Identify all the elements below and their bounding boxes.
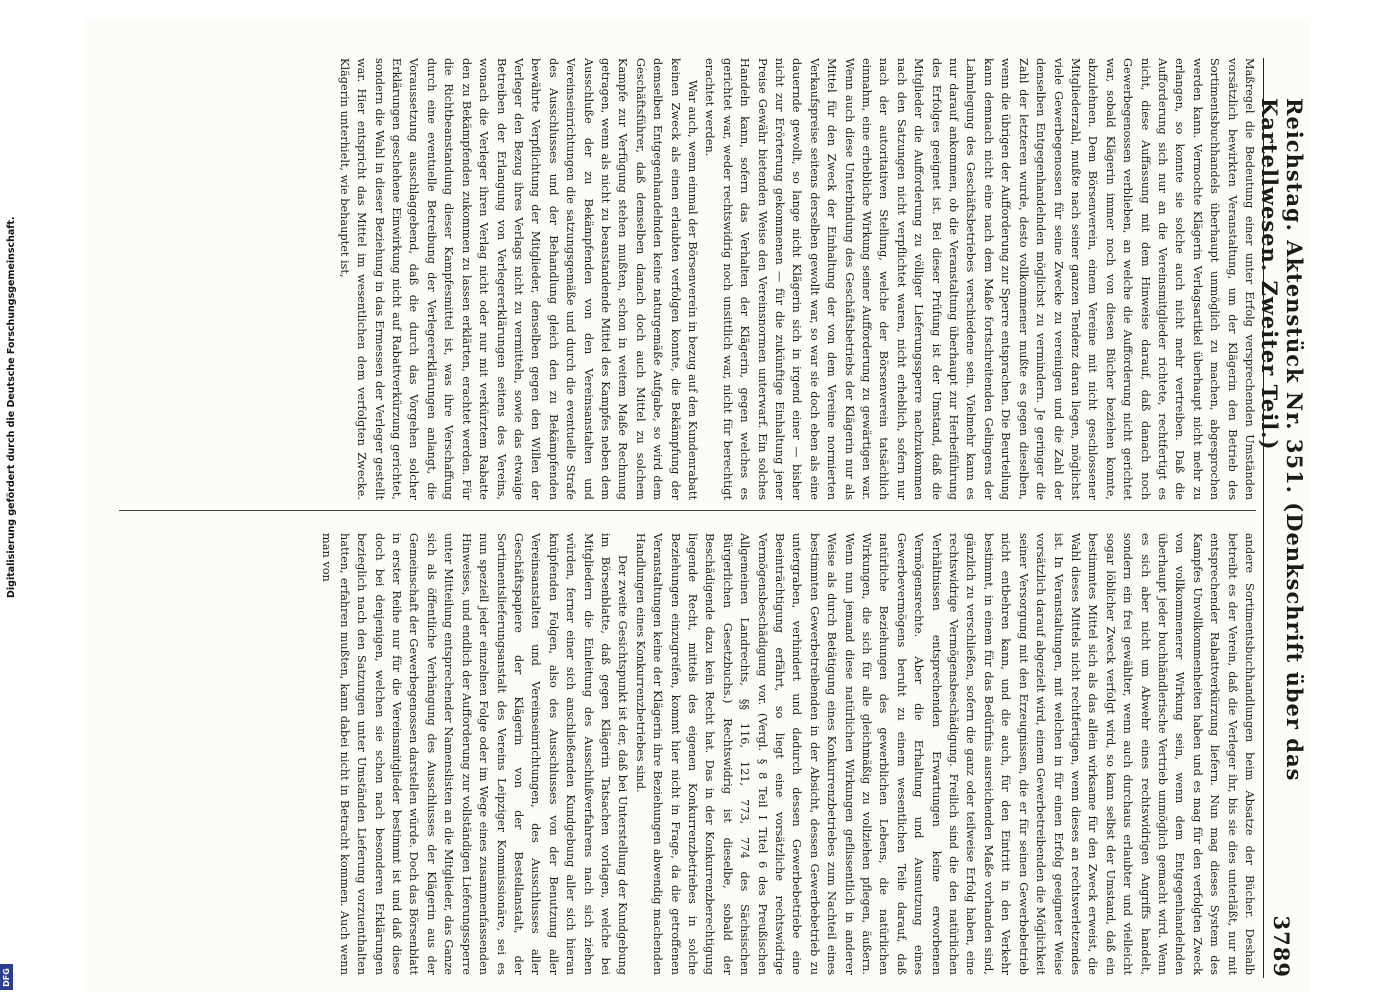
dfg-logo (0, 964, 13, 990)
page-number: 3789 (1269, 915, 1295, 978)
running-title: Reichstag. Aktenstück Nr. 351. (Denkschrift über das Kartellwesen. Zweiter Teil.) (1257, 98, 1307, 782)
page-header (1257, 58, 1307, 978)
right-paragraph-2: Der zweite Gesichtspunkt ist der, daß bei Unterstellung der Kundgebung im Börsenblatte, daß gegen Klägerin Tatsachen vorlagen, welche bei Mitgliedern die Einleitung des Ausschlußverfahrens nach sich ziehen würden, ferner einer sich anschließenden Kundgebung aller sich hieran knüpfenden Folgen, also des Ausschlusses von der Benutzung aller Vereinsanstalten und Vereinseinrichtungen, des Ausschlusses aller Geschäftspapiere der Klägerin von der Bestellanstalt, der Sortimentslieferungsanstalt des Vereins Leipziger Kommissionäre, sei es nun speziell jeder einzelnen Folge oder im Wege eines zusammenfassenden Hinweises, und endlich der Aufforderung zur vollständigen Lieferungssperre unter Mitteilung entsprechender Namenslisten an die Mitglieder, das Ganze sich als öffentliche Verhängung des Ausschlusses der Klägerin aus der Gemeinschaft der Gewerbegenossen darstellen würde. Doch das Börsenblatt in erster Reihe nur für die Vereinsmitglieder bestimmt ist und daß diese doch bei denjenigen, welchen sie schon nach besonderen Erklärungen bezieglich nach den Satzungen unter Umständen Lieferung vorzuenthalten hatten, erfahren mußten, kann dabei nicht in Betracht kommen. Auch wenn man von (320, 533, 630, 975)
right-column (115, 533, 1258, 975)
left-paragraph-1: Maßregel die Bedeutung einer unter Erfolg versprechenden Umständen vorsätzlich bewirkten Veranstaltung, um der Klägerin den Betrieb des Sortimentsbuchhandels überhaupt unmöglich zu machen, abgesprochen werden kann. Vermochte Klägerin Verlagsartikel überhaupt nicht mehr zu erlangen, so konnte sie solche auch nicht mehr vertreiben. Daß die Aufforderung sich nur an die Vereinsmitglieder richtete, rechtfertigt es nicht, diese Auffassung mit dem Hinweise darauf, daß danach noch Gewerbegenossen verblieben, an welche die Aufforderung nicht gerichtet war, sobald Klägerin immer noch von diesen Bücher beziehen konnte, abzulehnen. Dem Börsenverein, einem Vereine mit nicht geschlossener Mitgliederzahl, mußte nach seiner ganzen Tendenz daran liegen, möglichst viele Gewerbegenossen für seine Zwecke zu vereinigen und die Zahl der denselben Entgegenhandelnden möglichst zu vermindern. Je geringer die Zahl der letzteren wurde, desto vollkommener mußte es gegen dieselben, wenn die übrigen der Aufforderung zur Sperre entsprachen. Die Beurteilung kann demnach nicht eine nach dem Maße fortschreitenden Gelingens der Lahmlegung des Geschäftsbetriebes verschiedene sein. Vielmehr kann es nur darauf ankommen, ob die Veranstaltung überhaupt zur Herbeiführung des Erfolges geeignet ist. Bei dieser Prüfung ist der Umstand, daß die Mitglieder die Aufforderung zu völliger Lieferungssperre nachzukommen nach den Satzungen nicht verpflichtet waren, nicht erheblich, sofern nur nach der autoritativen Stellung, welche der Börsenverein tatsächlich einnahm, eine erhebliche Wirkung seiner Aufforderung zu gewärtigen war. Wenn auch diese Unterbindung des Geschäftsbetriebs der Klägerin nur als Mittel für den Zweck der Einhaltung der von dem Vereine normierten Verkaufspreise seitens derselben gewollt war, so war sie doch eben als eine dauernde gewollt, so lange nicht Klägerin sich in irgend einer — bisher nicht zur Erörterung gekommenen — für die zukünftige Einhaltung jener Preise Gewähr bietenden Weise den Vereinsnormen unterwarf. Ein solches Handeln kann, sofern das Verhalten der Klägerin, gegen welches es gerichtet war, weder rechtswidrig noch unsittlich war, nicht für berechtigt erachtet werden. (703, 58, 1256, 500)
left-column (115, 58, 1258, 500)
column-divider (119, 510, 1256, 511)
digitization-credit: Digitalisierung gefördert durch die Deutsche Forschungsgemeinschaft. (6, 216, 17, 598)
rotated-page (85, 18, 1310, 993)
dfg-logo-text: DFG (2, 967, 12, 987)
right-paragraph-1: andere Sortimentsbuchhandlungen beim Absatze der Bücher. Deshalb betreibt es der Verein, daß die Verleger ihr, bis sie dies unterläßt, nur mit entsprechender Rabattverkürzung liefern. Nun mag dieses System des Kampfes Unvollkommenheiten haben und es mag für den verfolgten Zweck von vollkommenerer Wirkung sein, wenn dem Entgegenhandelnden überhaupt jeder buchhändlerische Vertrieb unmöglich gemacht wird. Wenn es sich aber nicht um Abwehr eines rechtswidrigen Angriffs handelt, sondern ein frei gewählter, wenn auch durchaus erlaubter und vielleicht sogar löblicher Zweck verfolgt wird, so kann selbst der Umstand, daß ein bestimmtes Mittel sich als das allein wirksame für den Zweck erweist, die Wahl dieses Mittels nicht rechtfertigen, wenn dieses an rechtsverletzendes ist. In Veranstaltungen, mit welchen in für einen Erfolg geeigneter Weise vorsätzlich darauf abgezielt wird, einem Gewerbetreibenden die Möglichkeit seiner Versorgung mit den Erzeugnissen, die er für seinen Gewerbebetrieb nicht entbehren kann, und die auch, für den Eintritt in den Verkehr bestimmt, in einem für das Bedürfnis ausreichenden Maße vorhanden sind, gänzlich zu verschließen, sofern die ganz oder teilweise Erfolg haben, eine rechtswidrige Vermögensbeschädigung. Freilich sind die den natürlichen Verhältnissen entsprechenden Erwartungen keine erworbenen Vermögensrechte. Aber die Erhaltung und Ausnutzung eines Gewerbevermögens beruht zu einem wesentlichen Teile darauf, daß natürliche Beziehungen des gewerblichen Lebens, die natürlichen Wirkungen, die sich für alle gleichmäßig zu vollziehen pflegen, äußern. Wenn nun jemand diese natürlichen Wirkungen geflissentlich in anderer Weise als durch Betätigung eines Konkurrenzbetriebes zum Nachteil eines bestimmten Gewerbetreibenden in der Absicht, dessen Gewerbebetrieb zu untergraben, verhindert und dadurch dessen Gewerbebetriebe eine Beeinträchtigung erfährt, so liegt eine vorsätzliche rechtswidrige Vermögensbeschädigung vor. (Vergl. § 8 Teil I Titel 6 des Preußischen Allgemeinen Landrechts, §§ 116, 121, 773, 774 des Sächsischen Bürgerlichen Gesetzbuchs.) Rechtswidrig ist dieselbe, sobald der Beschädigende dazu kein Recht hat. Das in der Konkurrenzberechtigung liegende Recht, mittels des eigenen Konkurrenzbetriebes in solche Beziehungen einzugreifen, kommt hier nicht in Frage, da die getroffenen Veranstaltungen keine der Klägerin ihre Beziehungen abwendig machenden Handlungen eines Konkurrenzbetriebes sind. (633, 533, 1256, 975)
left-paragraph-2: War auch, wenn einmal der Börsenverein in bezug auf den Kundenrabatt keinen Zweck als einen erlaubten verfolgen konnte, die Bekämpfung der demselben Entgegenhandelnden keine naturgemäße Aufgabe, so wird dem Geschäftsführer, daß demselben danach doch auch Mittel zu solchem Kampfe zur Verfügung stehen mußten, schon in weitem Maße Rechnung getragen, wenn als nicht zu beanstandende Mittel des Kampfes neben dem Ausschluße der zu Bekämpfenden von den Vereinsanstalten und Vereinseinrichtungen die satzungsgemäße und durch die eventuelle Strafe des Ausschlusses und der Behandlung gleich den zu Bekämpfenden bewährte Verpflichtung der Mitglieder, denselben gegen den Willen der Verleger den Bezug ihres Verlags nicht zu vermitteln, sowie das etwaige Betreiben der Erlangung von Verlegererklärungen seitens des Vereins, wonach die Verleger ihren Verlag nicht oder nur mit verkürztem Rabatte den zu Bekämpfenden zukommen zu lassen erklärten, erachtet werden. Für die Richtbeanstandung dieser Kampfesmittel ist, was ihre Verschaffung durch eine eventuelle Betreibung der Verlegererklärungen anlangt, die Voraussetzung ausschlaggebend, daß die durch das Vorgehen solcher Erklärungen geschehene Einwirkung nicht auf Rabattverkürzung gerichtet, sondern die Wahl in dieser Beziehung in das Ermessen der Verleger gestellt war. Hier entspricht das Mittel im wesentlichen dem verfolgten Zwecke. Klägerin unterhielt, wie behauptet ist, (337, 58, 699, 500)
header-rule (1263, 58, 1264, 978)
